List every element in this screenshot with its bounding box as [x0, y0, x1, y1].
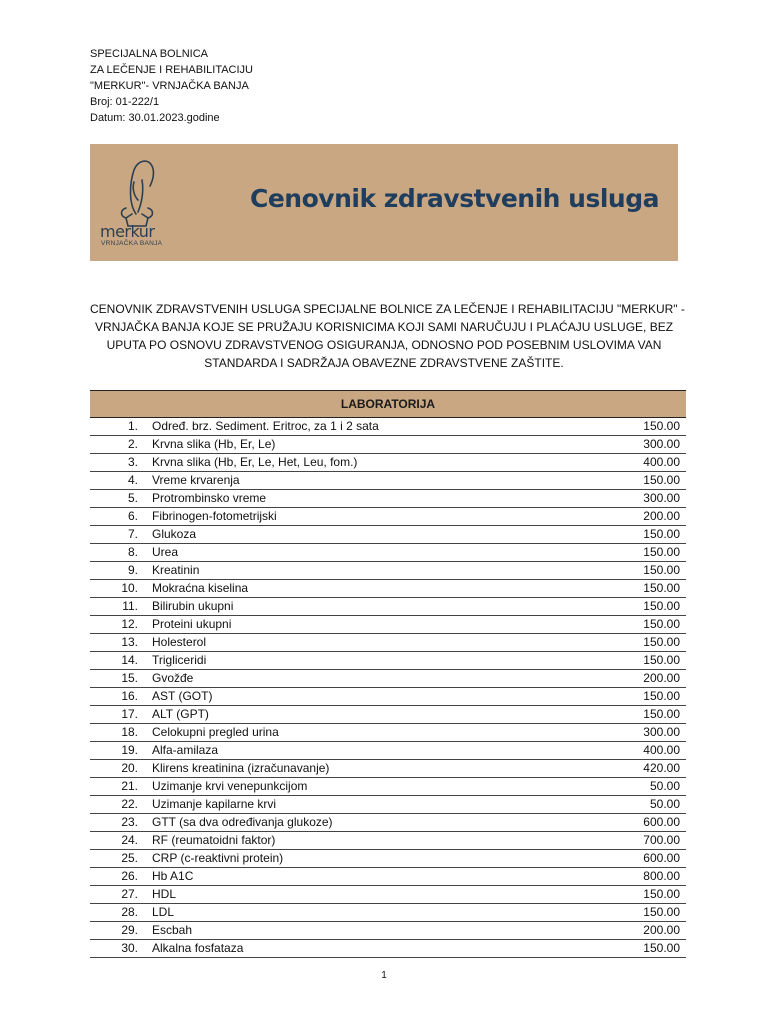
service-price: 50.00: [560, 778, 686, 796]
table-row: [90, 796, 686, 814]
table-row: [90, 670, 686, 688]
table-row: [90, 814, 686, 832]
service-name: Određ. brz. Sediment. Eritroc, za 1 i 2 sata: [152, 418, 560, 436]
row-number: 1.: [90, 418, 152, 436]
service-name: Hb A1C: [152, 868, 560, 886]
row-number: 5.: [90, 490, 152, 508]
service-name: Uzimanje kapilarne krvi: [152, 796, 560, 814]
table-row: [90, 454, 686, 472]
service-name: Fibrinogen-fotometrijski: [152, 508, 560, 526]
service-name: AST (GOT): [152, 688, 560, 706]
header-line: SPECIJALNA BOLNICA: [90, 48, 208, 60]
service-price: 200.00: [560, 922, 686, 940]
service-name: GTT (sa dva određivanja glukoze): [152, 814, 560, 832]
row-number: 3.: [90, 454, 152, 472]
intro-line: VRNJAČKA BANJA KOJE SE PRUŽAJU KORISNICIMA KOJI SAMI NARUČUJU I PLAĆAJU USLUGE, BEZ: [94, 320, 674, 334]
service-name: RF (reumatoidni faktor): [152, 832, 560, 850]
service-price: 600.00: [560, 814, 686, 832]
table-row: [90, 778, 686, 796]
header-line: "MERKUR"- VRNJAČKA BANJA: [90, 80, 249, 92]
service-price: 300.00: [560, 724, 686, 742]
row-number: 25.: [90, 850, 152, 868]
page-number: 1: [381, 970, 387, 981]
service-price: 300.00: [560, 436, 686, 454]
service-name: Uzimanje krvi venepunkcijom: [152, 778, 560, 796]
table-row: [90, 634, 686, 652]
row-number: 8.: [90, 544, 152, 562]
table-row: [90, 508, 686, 526]
table-row: [90, 436, 686, 454]
service-name: Kreatinin: [152, 562, 560, 580]
row-number: 6.: [90, 508, 152, 526]
table-row: [90, 526, 686, 544]
service-name: Holesterol: [152, 634, 560, 652]
service-price: 50.00: [560, 796, 686, 814]
service-price: 400.00: [560, 742, 686, 760]
service-name: Krvna slika (Hb, Er, Le): [152, 436, 560, 454]
service-name: ALT (GPT): [152, 706, 560, 724]
service-name: Proteini ukupni: [152, 616, 560, 634]
table-row: [90, 742, 686, 760]
logo-subtitle: VRNJAČKA BANJA: [101, 240, 163, 247]
service-price: 200.00: [560, 508, 686, 526]
table-row: [90, 832, 686, 850]
row-number: 14.: [90, 652, 152, 670]
row-number: 28.: [90, 904, 152, 922]
service-price: 150.00: [560, 598, 686, 616]
service-name: CRP (c-reaktivni protein): [152, 850, 560, 868]
table-row: [90, 616, 686, 634]
intro-paragraph: [90, 300, 685, 372]
service-price: 150.00: [560, 940, 686, 958]
service-price: 150.00: [560, 580, 686, 598]
table-row: [90, 760, 686, 778]
row-number: 17.: [90, 706, 152, 724]
service-name: Trigliceridi: [152, 652, 560, 670]
service-price: 150.00: [560, 472, 686, 490]
row-number: 12.: [90, 616, 152, 634]
row-number: 29.: [90, 922, 152, 940]
row-number: 21.: [90, 778, 152, 796]
service-name: LDL: [152, 904, 560, 922]
service-price: 420.00: [560, 760, 686, 778]
intro-line: STANDARDA I SADRŽAJA OBAVEZNE ZDRAVSTVENE ZAŠTITE.: [204, 356, 564, 370]
service-price: 700.00: [560, 832, 686, 850]
service-name: Bilirubin ukupni: [152, 598, 560, 616]
service-price: 150.00: [560, 616, 686, 634]
row-number: 24.: [90, 832, 152, 850]
service-name: Vreme krvarenja: [152, 472, 560, 490]
table-row: [90, 724, 686, 742]
service-price: 300.00: [560, 490, 686, 508]
row-number: 26.: [90, 868, 152, 886]
table-row: [90, 544, 686, 562]
service-name: HDL: [152, 886, 560, 904]
table-row: [90, 598, 686, 616]
intro-line: CENOVNIK ZDRAVSTVENIH USLUGA SPECIJALNE BOLNICE ZA LEČENJE I REHABILITACIJU "MERKUR" -: [90, 302, 685, 316]
service-price: 150.00: [560, 562, 686, 580]
service-name: Protrombinsko vreme: [152, 490, 560, 508]
table-row: [90, 562, 686, 580]
page-title: Cenovnik zdravstvenih usluga: [250, 184, 659, 213]
service-price: 150.00: [560, 652, 686, 670]
title-banner: [90, 144, 678, 261]
service-price: 150.00: [560, 544, 686, 562]
row-number: 7.: [90, 526, 152, 544]
table-row: [90, 886, 686, 904]
service-price: 400.00: [560, 454, 686, 472]
service-price: 150.00: [560, 904, 686, 922]
table-row: [90, 418, 686, 436]
service-name: Gvožđe: [152, 670, 560, 688]
table-row: [90, 472, 686, 490]
intro-line: UPUTA PO OSNOVU ZDRAVSTVENOG OSIGURANJA, ODNOSNO POD POSEBNIM USLOVIMA VAN: [106, 338, 662, 352]
row-number: 22.: [90, 796, 152, 814]
service-price: 150.00: [560, 418, 686, 436]
price-table-wrapper: [90, 390, 686, 958]
service-name: Klirens kreatinina (izračunavanje): [152, 760, 560, 778]
service-price: 150.00: [560, 526, 686, 544]
service-price: 150.00: [560, 706, 686, 724]
service-price: 600.00: [560, 850, 686, 868]
table-row: [90, 688, 686, 706]
table-row: [90, 490, 686, 508]
row-number: 13.: [90, 634, 152, 652]
row-number: 16.: [90, 688, 152, 706]
service-price: 150.00: [560, 688, 686, 706]
service-name: Krvna slika (Hb, Er, Le, Het, Leu, fom.): [152, 454, 560, 472]
table-header-row: [90, 391, 686, 418]
row-number: 4.: [90, 472, 152, 490]
row-number: 2.: [90, 436, 152, 454]
document-number: Broj: 01-222/1: [90, 96, 160, 108]
table-body: [90, 418, 686, 958]
row-number: 9.: [90, 562, 152, 580]
table-row: [90, 580, 686, 598]
price-table: [90, 390, 686, 958]
logo-wordmark: merkur: [100, 222, 155, 241]
row-number: 27.: [90, 886, 152, 904]
service-price: 200.00: [560, 670, 686, 688]
service-price: 800.00: [560, 868, 686, 886]
row-number: 10.: [90, 580, 152, 598]
table-row: [90, 922, 686, 940]
row-number: 15.: [90, 670, 152, 688]
section-header: LABORATORIJA: [90, 391, 686, 418]
service-price: 150.00: [560, 886, 686, 904]
row-number: 11.: [90, 598, 152, 616]
service-name: Celokupni pregled urina: [152, 724, 560, 742]
table-row: [90, 706, 686, 724]
service-name: Alkalna fosfataza: [152, 940, 560, 958]
service-name: Alfa-amilaza: [152, 742, 560, 760]
row-number: 18.: [90, 724, 152, 742]
service-name: Mokraćna kiselina: [152, 580, 560, 598]
service-name: Glukoza: [152, 526, 560, 544]
document-date: Datum: 30.01.2023.godine: [90, 112, 220, 124]
row-number: 19.: [90, 742, 152, 760]
table-row: [90, 904, 686, 922]
table-row: [90, 868, 686, 886]
table-row: [90, 652, 686, 670]
table-row: [90, 940, 686, 958]
service-name: Escbah: [152, 922, 560, 940]
service-price: 150.00: [560, 634, 686, 652]
row-number: 30.: [90, 940, 152, 958]
header-line: ZA LEČENJE I REHABILITACIJU: [90, 64, 254, 76]
row-number: 20.: [90, 760, 152, 778]
service-name: Urea: [152, 544, 560, 562]
row-number: 23.: [90, 814, 152, 832]
table-row: [90, 850, 686, 868]
institution-header: [90, 46, 253, 126]
